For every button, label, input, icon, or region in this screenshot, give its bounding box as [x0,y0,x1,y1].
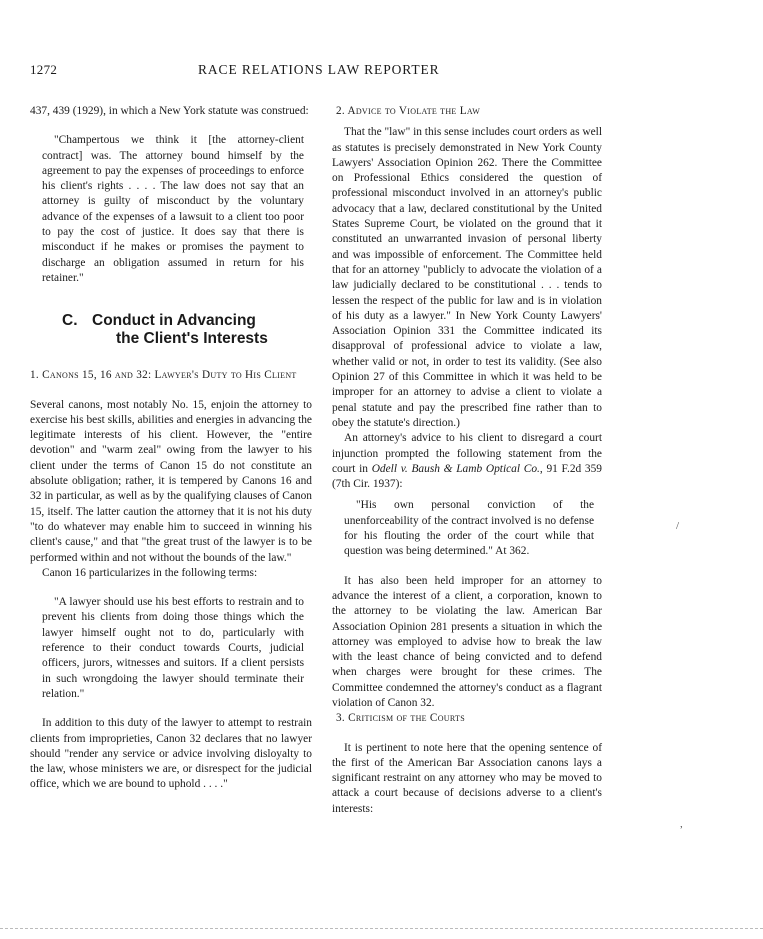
body-paragraph: In addition to this duty of the lawyer to attempt to restrain clients from improprieties, Canon 32 declares that no lawyer should "render any service or advice involving disloyalty to the law, whose ministers we are, or disrespect for the judicial office, which we are bound to uphold . . . ." [30,717,312,791]
body-paragraph: Canon 16 particularizes in the following terms: [42,566,258,579]
body-paragraph: It has also been held improper for an attorney to advance the interest of a client, a corporation, known to the attorney to be violating the law. American Bar Association Opinion 281 presents a situation in which the attorney was employed to advise how to break the law with the least chance of being convicted and to defend when charges were brought for these crimes. The Committee condemned the attorney's conduct as a flagrant violation of Canon 32. [332,574,602,709]
paragraph-text: An attorney's advice to his client to disregard a court injunction prompted the following statement from the court in [332,432,602,475]
body-paragraph: It is pertinent to note here that the opening sentence of the first of the American Bar Association canons lays a significant restraint on any attorney who may be moved to attack a court because of decisions adverse to a client's interests: [332,741,602,815]
section-title-line-1: Conduct in Advancing [92,312,256,330]
page-bottom-edge [0,928,763,930]
body-paragraph: Several canons, most notably No. 15, enjoin the attorney to exercise his best skills, abilities and energies in advancing the legitimate interests of his client. However, the "entire devotion" and "warm zeal" owing from the lawyer to his client under the terms of Canon 15 do not constitute an absolute obligation; rather, it is tempered by Canons 16 and 32 in particular, as well as by the qualifying clauses of Canon 15, itself. The latter caution the attorney that it is not his duty "to do whatever may enable him to succeed in winning his client's cause," and that "the great trust of the lawyer is to be performed within and not without the bounds of the law." [30,398,312,564]
running-title: RACE RELATIONS LAW REPORTER [198,62,440,77]
running-header [0,62,763,82]
right-column [332,104,602,817]
continuation-text: 437, 439 (1929), in which a New York statute was construed: [30,105,309,117]
subsection-heading [30,368,312,383]
page-number: 1272 [30,62,58,77]
block-quote: "His own personal conviction of the unenforceability of the contract involved is no defense for his flouting the order of the court while that question was being determined." At 362. [344,499,594,558]
section-title-line-2: the Client's Interests [116,330,268,348]
body-paragraph: That the "law" in this sense includes court orders as well as statutes is precisely demonstrated in New York County Lawyers' Association Opinion 262. There the Committee on Professional Ethics considered the question of professional misconduct involved in an attorney's public advocacy that a law, declared constitutional by the United States Supreme Court, be violated on the ground that it constituted an unwarranted invasion of personal liberty and was impossible of enforcement. The Committee held that for an attorney "publicly to advocate the violation of a law judicially declared to be constitutional . . . tends to lessen the respect of the public for law and is in violation of his duty as a lawyer." In New York County Lawyers' Association Opinion 331 the Committee indicated its disapproval of professional advice to violate a law, whether valid or not, in order to test its validity. (See also Opinion 27 of this Committee in which it was held to be improper for an attorney to advise a client to violate a penal statute and pay the prescribed fine rather than to obey the statute's direction.) [332,126,602,429]
section-heading [62,312,312,348]
case-name: Odell v. Baush & Lamb Optical Co. [371,462,540,475]
block-quote: "Champertous we think it [the attorney-client contract] was. The attorney bound himself by the agreement to pay the expenses of proceedings to enforce his client's rights . . . . The law does not say that an attorney is guilty of misconduct by the voluntary advance of the expenses of a lawsuit to a client too poor to pay the cost of justice. It does say that there is misconduct if he makes or promises the payment to discharge an obligation assumed in return for his retainer." [42,134,304,284]
subsection-heading: 3. Criticism of the Courts [336,712,465,725]
block-quote: "A lawyer should use his best efforts to restrain and to prevent his clients from doing those things which the lawyer himself ought not to do, particularly with reference to their conduct towards Courts, judicial officers, jurors, witnesses and suitors. If a client persists in such wrongdoing the lawyer should terminate their relation." [42,596,304,700]
left-column [30,104,312,793]
body-paragraph [332,431,602,492]
scan-mark: / [676,520,680,532]
subsection-title: Canons 15, 16 and 32: Lawyer's Duty to His Client [42,369,297,382]
section-letter: C. [62,312,78,330]
subsection-number: 1. [30,369,39,382]
scan-mark: , [680,818,683,830]
paragraph-text: , 91 F.2d 359 (7th Cir. 1937): [332,462,602,491]
subsection-heading: 2. Advice to Violate the Law [336,105,481,117]
